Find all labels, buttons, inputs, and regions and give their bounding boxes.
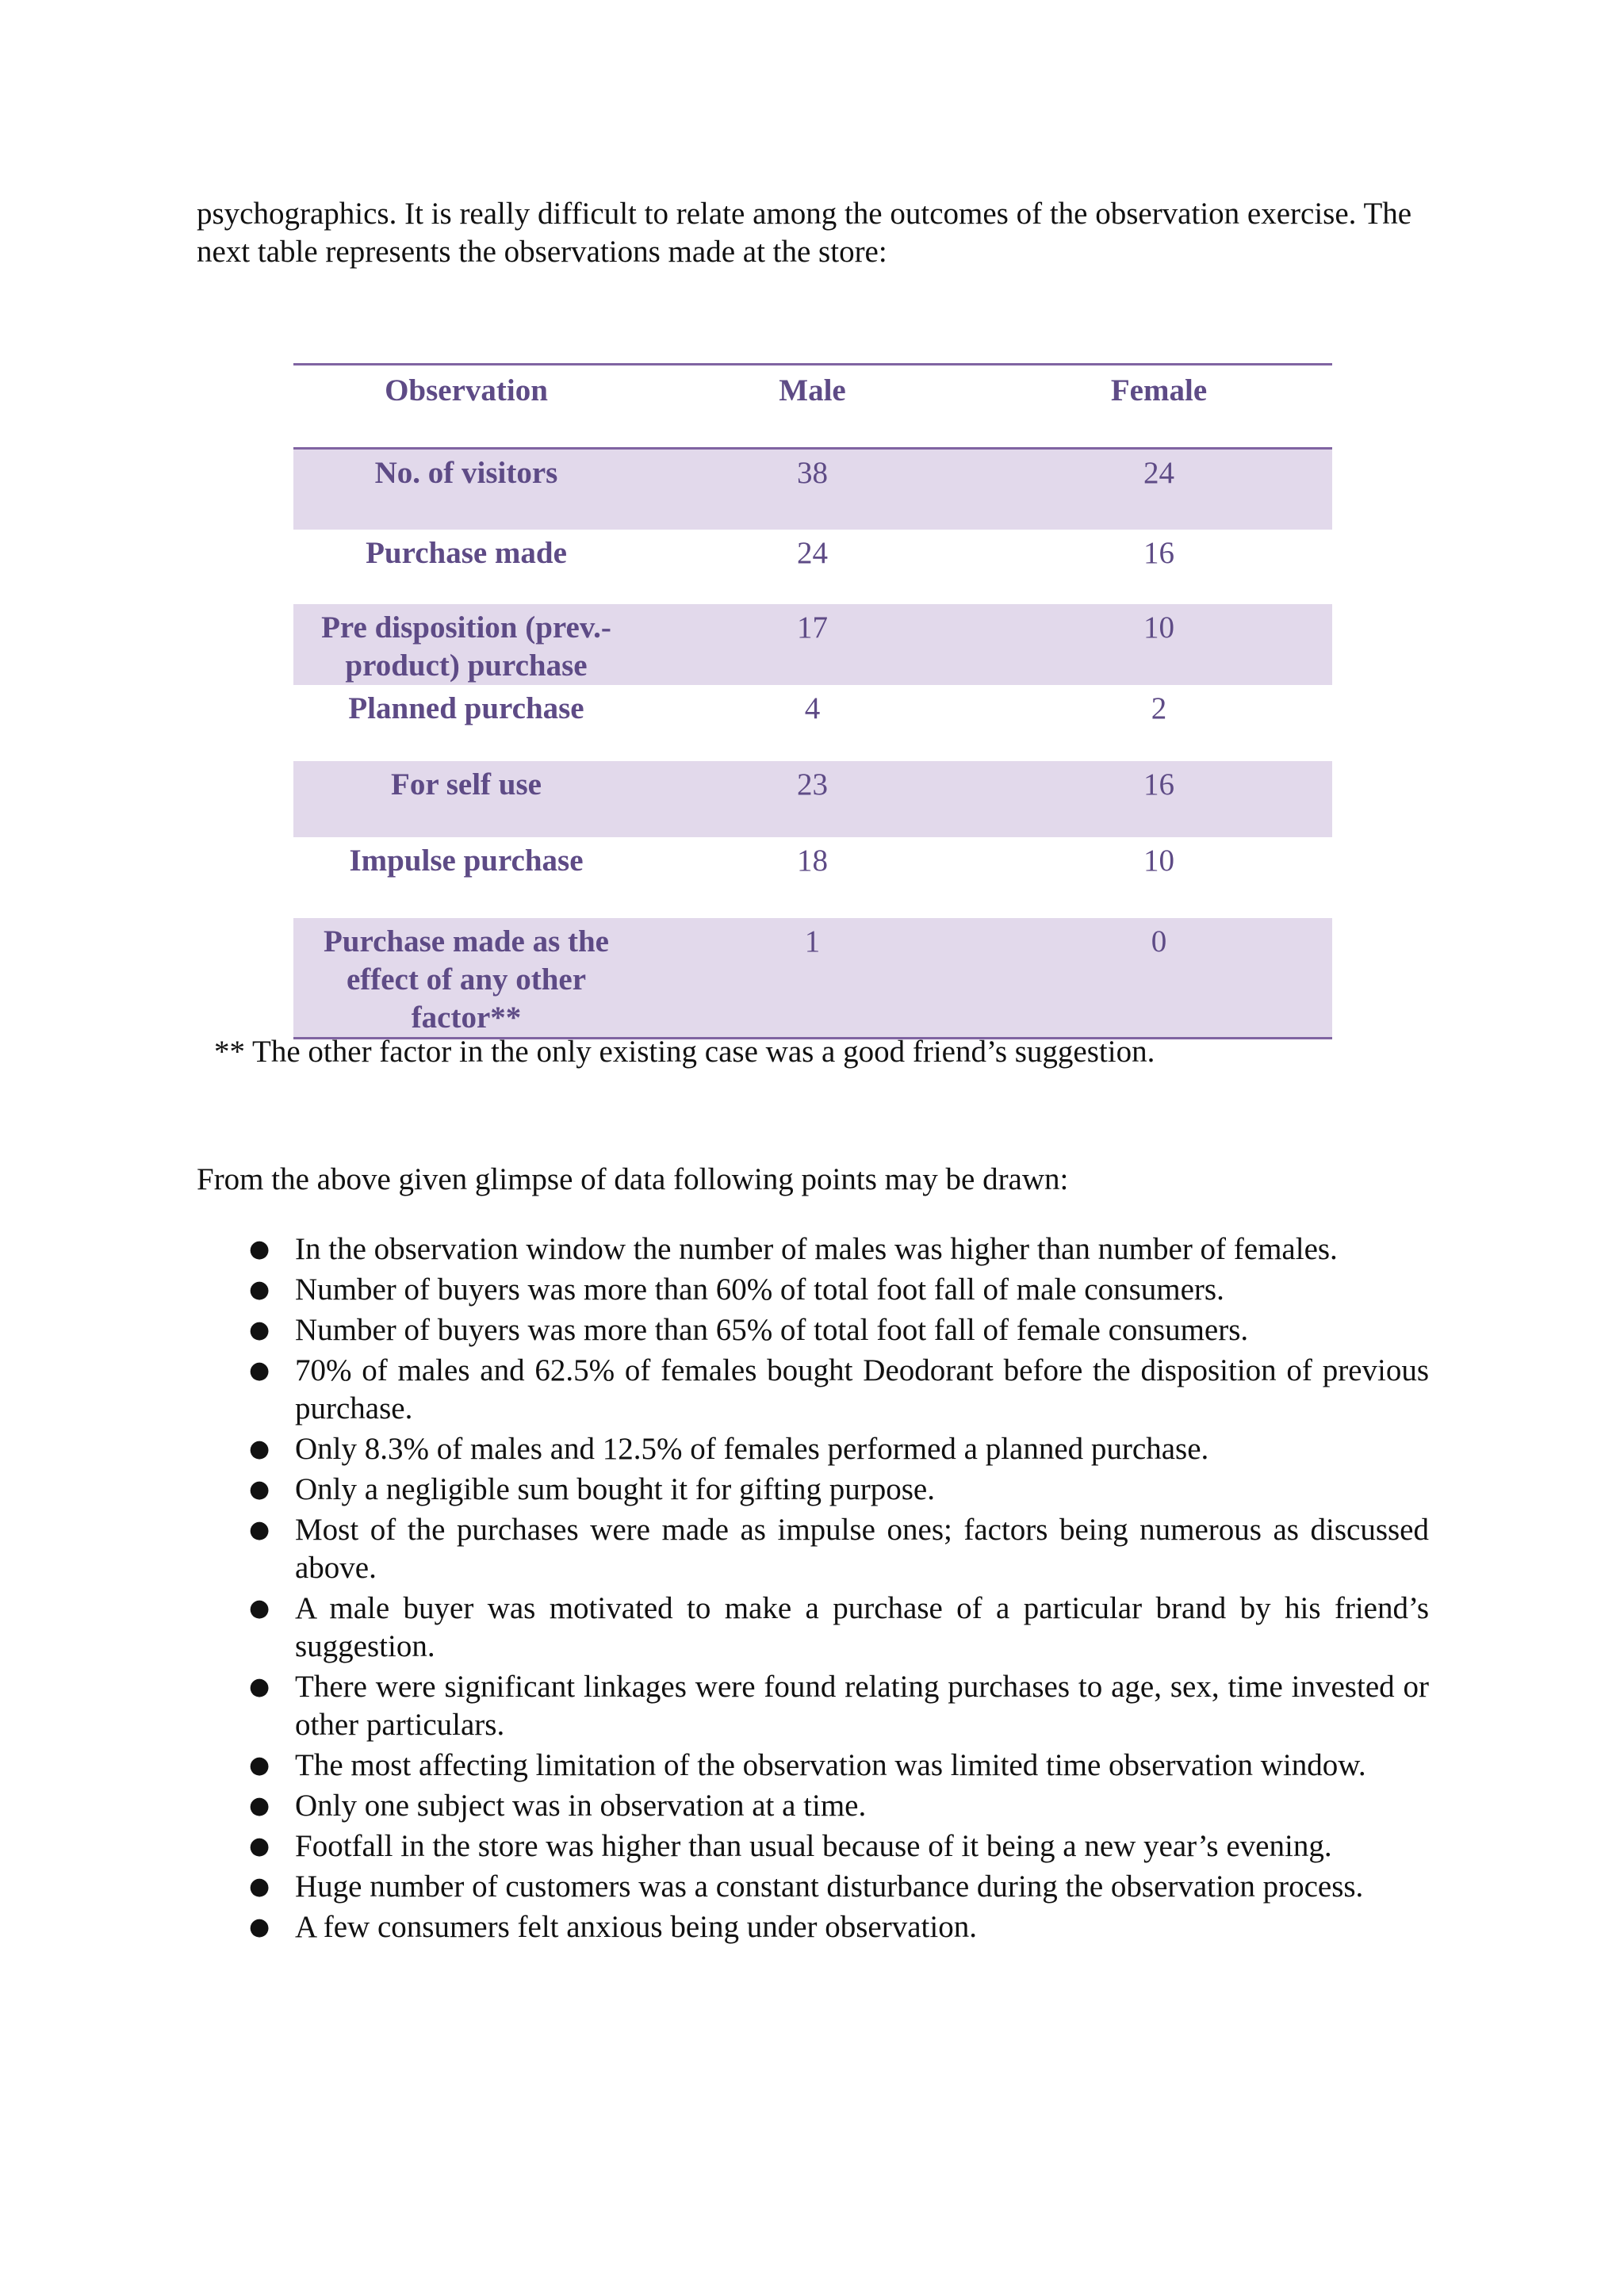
female-value: 0	[1151, 924, 1167, 959]
list-item	[197, 1590, 1429, 1666]
female-value: 10	[1143, 843, 1174, 878]
bullet-icon: ●	[249, 1594, 270, 1622]
list-item	[197, 1352, 1429, 1428]
list-item-text: There were significant linkages were found relating purchases to age, sex, time invested or other particulars.	[295, 1670, 1429, 1742]
list-item	[197, 1230, 1429, 1269]
header-observation: Observation	[385, 373, 548, 408]
list-item-text: A male buyer was motivated to make a purchase of a particular brand by his friend’s suggestion.	[295, 1591, 1429, 1663]
male-value: 1	[804, 924, 821, 959]
row-label: For self use	[391, 767, 542, 802]
bullet-icon: ●	[249, 1913, 270, 1941]
bullet-icon: ●	[249, 1435, 270, 1463]
list-item-text: Only 8.3% of males and 12.5% of females performed a planned purchase.	[295, 1432, 1209, 1466]
female-value: 24	[1143, 456, 1174, 490]
bullet-icon: ●	[249, 1516, 270, 1544]
row-label: Pre disposition (prev.-product) purchase	[321, 610, 611, 683]
list-item	[197, 1668, 1429, 1744]
findings-list	[197, 1230, 1429, 1949]
intro-paragraph: psychographics. It is really difficult to relate among the outcomes of the observation exercise. The next table represents the observations made at the store:	[197, 197, 1412, 269]
list-item	[197, 1511, 1429, 1587]
list-item-text: Only a negligible sum bought it for gifting purpose.	[295, 1472, 935, 1506]
list-item	[197, 1311, 1429, 1349]
list-item	[197, 1430, 1429, 1468]
list-item	[197, 1868, 1429, 1906]
row-label: Planned purchase	[348, 691, 584, 725]
table-row	[293, 918, 1332, 1039]
list-item	[197, 1908, 1429, 1946]
list-item	[197, 1747, 1429, 1785]
list-item-text: Huge number of customers was a constant disturbance during the observation process.	[295, 1869, 1364, 1904]
table-row	[293, 761, 1332, 837]
points-heading: From the above given glimpse of data following points may be drawn:	[197, 1162, 1069, 1196]
table-row	[293, 449, 1332, 530]
list-item-text: Only one subject was in observation at a time.	[295, 1789, 867, 1823]
list-item-text: A few consumers felt anxious being under observation.	[295, 1910, 977, 1944]
row-label: No. of visitors	[374, 456, 558, 490]
list-item	[197, 1787, 1429, 1825]
table-footnote: ** The other factor in the only existing case was a good friend’s suggestion.	[214, 1035, 1155, 1069]
table-row	[293, 604, 1332, 685]
bullet-icon: ●	[249, 1751, 270, 1779]
row-label: Purchase made as the effect of any other factor**	[323, 924, 609, 1035]
observation-table	[293, 363, 1332, 1039]
table-row	[293, 837, 1332, 918]
male-value: 17	[797, 610, 828, 645]
table-row	[293, 530, 1332, 604]
list-item	[197, 1271, 1429, 1309]
row-label: Purchase made	[366, 535, 567, 570]
bullet-icon: ●	[249, 1475, 270, 1503]
female-value: 16	[1143, 767, 1174, 802]
female-value: 2	[1151, 691, 1167, 725]
bullet-icon: ●	[249, 1832, 270, 1860]
row-label: Impulse purchase	[349, 843, 584, 878]
bullet-icon: ●	[249, 1357, 270, 1384]
bullet-icon: ●	[249, 1235, 270, 1263]
list-item	[197, 1471, 1429, 1509]
female-value: 10	[1143, 610, 1174, 645]
male-value: 38	[797, 456, 828, 490]
header-female: Female	[1110, 373, 1208, 408]
male-value: 4	[804, 691, 821, 725]
bullet-icon: ●	[249, 1316, 270, 1344]
bullet-icon: ●	[249, 1873, 270, 1900]
table-row	[293, 685, 1332, 761]
list-item-text: In the observation window the number of males was higher than number of females.	[295, 1232, 1338, 1266]
list-item-text: The most affecting limitation of the observation was limited time observation window.	[295, 1748, 1366, 1782]
bullet-icon: ●	[249, 1673, 270, 1701]
male-value: 18	[797, 843, 828, 878]
bullet-icon: ●	[249, 1276, 270, 1303]
table-header-row	[293, 365, 1332, 449]
list-item-text: 70% of males and 62.5% of females bought Deodorant before the disposition of previous purchase.	[295, 1353, 1429, 1425]
male-value: 24	[797, 535, 828, 570]
list-item-text: Most of the purchases were made as impulse ones; factors being numerous as discussed above.	[295, 1513, 1429, 1585]
list-item-text: Number of buyers was more than 60% of total foot fall of male consumers.	[295, 1272, 1224, 1307]
list-item	[197, 1827, 1429, 1866]
list-item-text: Footfall in the store was higher than usual because of it being a new year’s evening.	[295, 1829, 1332, 1863]
list-item-text: Number of buyers was more than 65% of total foot fall of female consumers.	[295, 1313, 1249, 1347]
bullet-icon: ●	[249, 1792, 270, 1820]
female-value: 16	[1143, 535, 1174, 570]
header-male: Male	[779, 373, 846, 408]
male-value: 23	[797, 767, 828, 802]
